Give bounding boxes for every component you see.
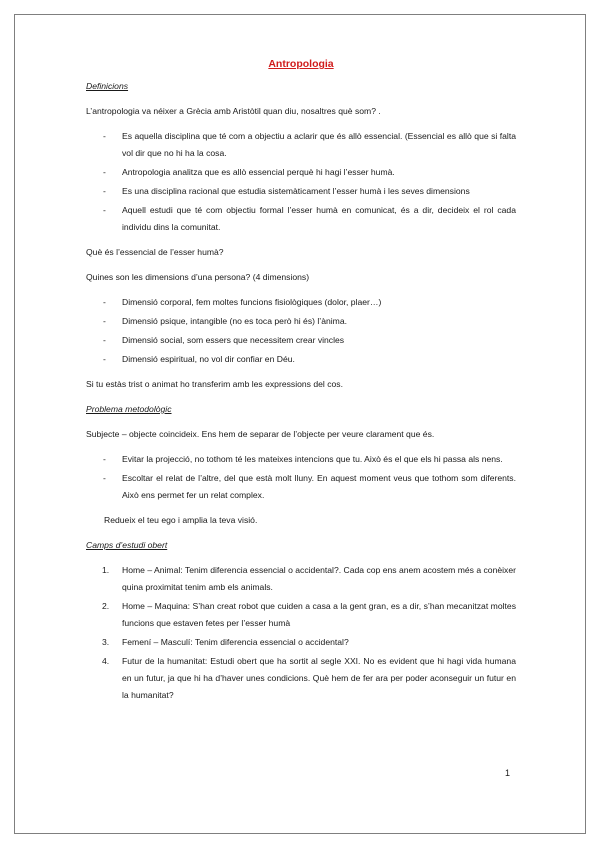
page-number: 1 bbox=[505, 768, 511, 778]
list-item-text: Dimensió corporal, fem moltes funcions fisiològiques (dolor, plaer…) bbox=[122, 297, 382, 307]
list-item-text: Escoltar el relat de l’altre, del que està molt lluny. En aquest moment veus que tothom som diferents. Això ens permet fer un relat complex. bbox=[122, 473, 516, 500]
list-item-text: Evitar la projecció, no tothom té les mateixes intencions que tu. Això és el que els hi passa als nens. bbox=[122, 454, 503, 464]
paragraph-question-essencial: Què és l’essencial de l’esser humà? bbox=[86, 247, 224, 257]
list-item bbox=[86, 332, 516, 349]
list-item-text: Futur de la humanitat: Estudi obert que ha sortit al segle XXI. No es evident que hi hagi vida humana en un futur, ja que hi ha d’haver unes condicions. Què hem de fer ara per poder aconseguir un futur en la humanitat? bbox=[122, 656, 516, 700]
definitions-list bbox=[86, 128, 516, 236]
list-item-text: Femení – Masculí: Tenim diferencia essencial o accidental? bbox=[122, 637, 349, 647]
list-item bbox=[86, 294, 516, 311]
list-item-text: Dimensió social, som essers que necessitem crear vincles bbox=[122, 335, 345, 345]
list-number: 3. bbox=[102, 637, 110, 647]
list-number: 2. bbox=[102, 601, 110, 611]
paragraph-subjecte-objecte: Subjecte – objecte coincideix. Ens hem de separar de l’objecte per veure clarament que és. bbox=[86, 429, 435, 439]
list-item-text: Es una disciplina racional que estudia sistemàticament l’esser humà i les seves dimensions bbox=[122, 186, 470, 196]
dimensions-list bbox=[86, 294, 516, 368]
dash-bullet: - bbox=[103, 473, 106, 483]
section-heading-camps: Camps d’estudi obert bbox=[86, 540, 168, 550]
paragraph-closing: Redueix el teu ego i amplia la teva visió. bbox=[104, 515, 258, 525]
dash-bullet: - bbox=[103, 354, 106, 364]
dash-bullet: - bbox=[103, 205, 106, 215]
document-title: Antropologia bbox=[268, 58, 334, 70]
method-list bbox=[86, 451, 516, 504]
dash-bullet: - bbox=[103, 186, 106, 196]
list-item bbox=[86, 128, 516, 162]
list-item bbox=[86, 562, 516, 596]
section-heading-problema: Problema metodològic bbox=[86, 404, 172, 414]
list-item bbox=[86, 653, 516, 704]
list-item bbox=[86, 451, 516, 468]
dash-bullet: - bbox=[103, 131, 106, 141]
list-item bbox=[86, 164, 516, 181]
dash-bullet: - bbox=[103, 454, 106, 464]
list-item-text: Es aquella disciplina que té com a objectiu a aclarir que és allò essencial. (Essencial es allò que si falta vol dir que no hi ha la cosa. bbox=[122, 131, 516, 158]
dash-bullet: - bbox=[103, 316, 106, 326]
list-item-text: Home – Maquina: S’han creat robot que cuiden a casa a la gent gran, es a dir, s’han mecanitzat moltes funcions que estaven fetes per l’esser humà bbox=[122, 601, 516, 628]
paragraph-intro: L’antropologia va néixer a Grècia amb Aristòtil quan diu, nosaltres què som? . bbox=[86, 106, 381, 116]
list-item bbox=[86, 202, 516, 236]
list-item bbox=[86, 313, 516, 330]
paragraph-question-dimensions: Quines son les dimensions d’una persona? (4 dimensions) bbox=[86, 272, 310, 282]
list-number: 4. bbox=[102, 656, 110, 666]
section-heading-definicions: Definicions bbox=[86, 81, 129, 91]
dash-bullet: - bbox=[103, 335, 106, 345]
list-item-text: Aquell estudi que té com objectiu formal l’esser humà en comunicat, és a dir, decideix el rol cada individu dins la comunitat. bbox=[122, 205, 516, 232]
list-item-text: Home – Animal: Tenim diferencia essencial o accidental?. Cada cop ens anem acostem més a conèixer quina proximitat tenim amb els animals. bbox=[122, 565, 516, 592]
dash-bullet: - bbox=[103, 167, 106, 177]
list-item bbox=[86, 634, 516, 651]
list-item bbox=[86, 598, 516, 632]
document-body bbox=[86, 56, 516, 712]
list-item-text: Dimensió psique, intangible (no es toca però hi és) l’ànima. bbox=[122, 316, 347, 326]
list-item bbox=[86, 351, 516, 368]
list-item-text: Dimensió espiritual, no vol dir confiar en Déu. bbox=[122, 354, 295, 364]
list-item-text: Antropologia analitza que es allò essencial perquè hi hagi l’esser humà. bbox=[122, 167, 395, 177]
fields-list bbox=[86, 562, 516, 704]
paragraph-note: Si tu estàs trist o animat ho transferim amb les expressions del cos. bbox=[86, 379, 343, 389]
list-item bbox=[86, 183, 516, 200]
list-number: 1. bbox=[102, 565, 110, 575]
dash-bullet: - bbox=[103, 297, 106, 307]
list-item bbox=[86, 470, 516, 504]
